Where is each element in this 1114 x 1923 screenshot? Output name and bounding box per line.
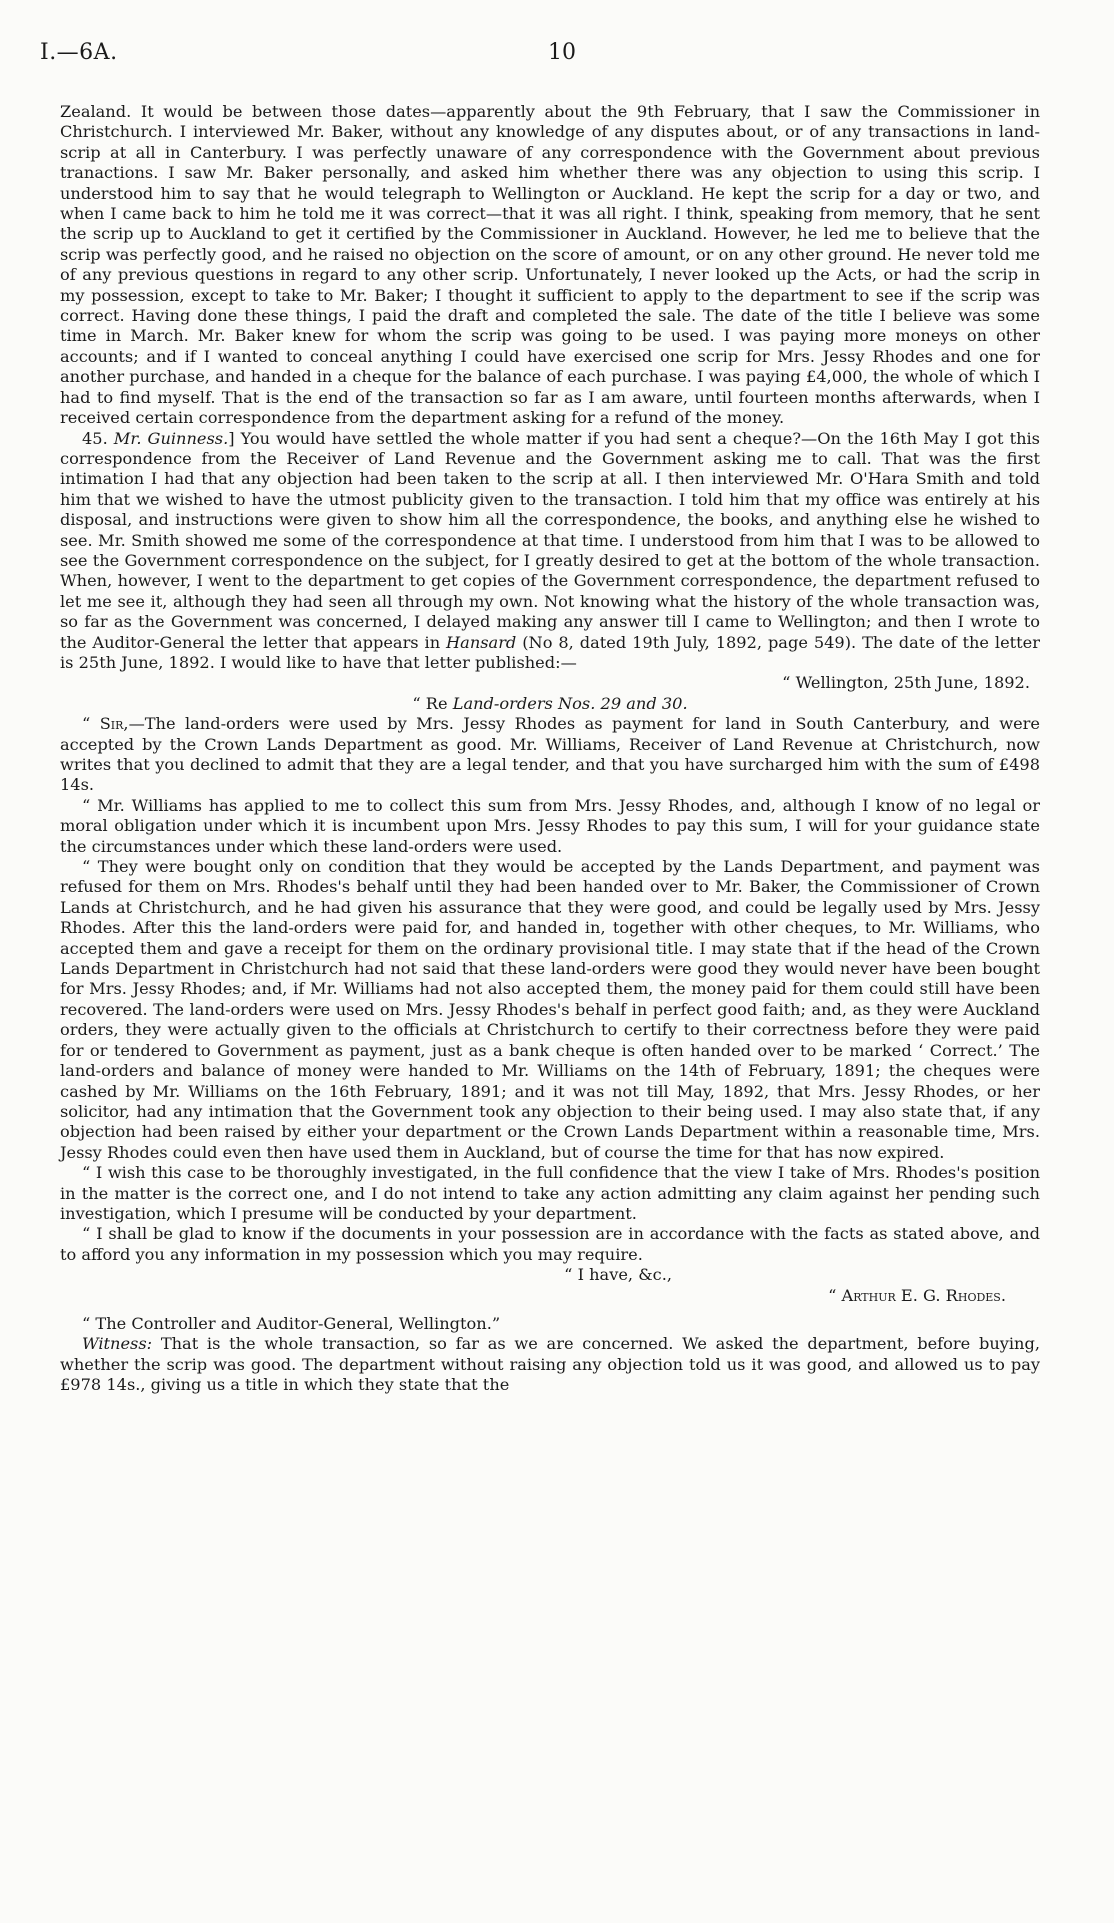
question-text: ] You would have settled the whole matter if you had sent a cheque?—On the 16th May I got this correspondence from the Receiver of Land Revenue and the Government asking me to call. That was the first intimation I had that any objection had been taken to the scrip at all. I then interviewed Mr. O'Hara Smith and told him that we wished to have the utmost publicity given to the transaction. I told him that my office was entirely at his disposal, and instructions were given to show him all the correspondence, the books, and anything else he wished to see. Mr. Smith showed me some of the correspondence at that time. I understood from him that I was to be allowed to see the Government correspondence on the subject, for I greatly desired to get at the bottom of the whole transaction. When, however, I went to the department to get copies of the Government correspondence, the department refused to let me see it, although they had seen all through my own. Not knowing what the history of the whole transaction was, so far as the Government was concerned, I delayed making any answer till I came to Wellington; and then I wrote to the Auditor-General the letter that appears in	[60, 428, 1040, 652]
question-speaker: Mr. Guinness.	[113, 428, 229, 448]
question-text-tail: (No 8, dated 19th July, 1892, page 549). The date of the letter is 25th June, 1892. I would like to have that letter published:—	[60, 632, 1040, 672]
letter-paragraph-5: “ I shall be glad to know if the documents in your possession are in accordance with the facts as stated above, and to afford you any information in my possession which you may require.	[60, 1224, 1040, 1264]
letter-signoff: “ I have, &c.,	[564, 1265, 672, 1285]
letter-heading	[60, 694, 1040, 714]
letter-heading-title: Land-orders Nos. 29 and 30.	[452, 693, 688, 713]
question-45	[60, 429, 1040, 674]
letter-paragraph-1-text: —The land-orders were used by Mrs. Jessy Rhodes as payment for land in South Canterbury, and were accepted by the Crown Lands Department as good. Mr. Williams, Receiver of Land Revenue at Christchurch, now writes that you declined to admit that they are a legal tender, and that you have surcharged him with the sum of £498 14s.	[60, 714, 1040, 795]
running-header	[40, 40, 1040, 72]
letter-paragraph-4: “ I wish this case to be thoroughly investigated, in the full confidence that the view I take of Mrs. Rhodes's position in the matter is the correct one, and I do not intend to take any action admitting any claim against her pending such investigation, which I presume will be conducted by your department.	[60, 1163, 1040, 1223]
paragraph-testimony-continued: Zealand. It would be between those dates—apparently about the 9th February, that I saw the Commissioner in Christchurch. I interviewed Mr. Baker, without any knowledge of any disputes about, or of any transactions in land-scrip at all in Canterbury. I was perfectly unaware of any correspondence with the Government about previous tranactions. I saw Mr. Baker personally, and asked him whether there was any objection to using this scrip. I understood him to say that he would telegraph to Wellington or Auckland. He kept the scrip for a day or two, and when I came back to him he told me it was correct—that it was all right. I think, speaking from memory, that he sent the scrip up to Auckland to get it certified by the Commissioner in Auckland. However, he led me to believe that the scrip was perfectly good, and he raised no objection on the score of amount, or on any other ground. He never told me of any previous questions in regard to any other scrip. Unfortunately, I never looked up the Acts, or had the scrip in my possession, except to take to Mr. Baker; I thought it sufficient to apply to the department to see if the scrip was correct. Having done these things, I paid the draft and completed the sale. The date of the title I believe was some time in March. Mr. Baker knew for whom the scrip was going to be used. I was paying more moneys on other accounts; and if I wanted to conceal anything I could have exercised one scrip for Mrs. Jessy Rhodes and one for another purchase, and handed in a cheque for the balance of each purchase. I was paying £4,000, the whole of which I had to find myself. That is the end of the transaction so far as I am aware, until fourteen months afterwards, when I received certain correspondence from the department asking for a refund of the money.	[60, 102, 1040, 428]
page-number: 10	[548, 40, 576, 65]
letter-paragraph-1	[60, 714, 1040, 796]
letter-heading-prefix: “ Re	[412, 693, 453, 713]
letter-addressee: “ The Controller and Auditor-General, Wellington.”	[82, 1313, 501, 1333]
letter-paragraph-2: “ Mr. Williams has applied to me to collect this sum from Mrs. Jessy Rhodes, and, although I know of no legal or moral obligation under which it is incumbent upon Mrs. Jessy Rhodes to pay this sum, I will for your guidance state the circumstances under which these land-orders were used.	[60, 795, 1040, 856]
letter-dateline: “ Wellington, 25th June, 1892.	[782, 673, 1030, 693]
letter-salutation: “ Sir,	[82, 714, 129, 734]
letter-signature: “ Arthur E. G. Rhodes.	[828, 1285, 1006, 1305]
witness-answer	[60, 1334, 1040, 1395]
page-body	[60, 102, 1040, 1396]
question-number: 45.	[82, 428, 108, 448]
witness-label: Witness:	[82, 1334, 153, 1354]
document-reference: I.—6A.	[40, 40, 118, 65]
hansard-reference: Hansard	[446, 632, 517, 652]
letter-paragraph-3: “ They were bought only on condition that they would be accepted by the Lands Department, and payment was refused for them on Mrs. Rhodes's behalf until they had been handed over to Mr. Baker, the Commissioner of Crown Lands at Christchurch, and he had given his assurance that they were good, and could be legally used by Mrs. Jessy Rhodes. After this the land-orders were paid for, and handed in, together with other cheques, to Mr. Williams, who accepted them and gave a receipt for them on the ordinary provisional title. I may state that if the head of the Crown Lands Department in Christchurch had not said that these land-orders were good they would never have been bought for Mrs. Jessy Rhodes; and, if Mr. Williams had not also accepted them, the money paid for them could still have been recovered. The land-orders were used on Mrs. Jessy Rhodes's behalf in perfect good faith; and, as they were Auckland orders, they were actually given to the officials at Christchurch to certify to their correctness before they were paid for or tendered to Government as payment, just as a bank cheque is often handed over to be marked ‘ Correct.’ The land-orders and balance of money were handed to Mr. Williams on the 14th of February, 1891; the cheques were cashed by Mr. Williams on the 16th February, 1891; and it was not till May, 1892, that Mrs. Jessy Rhodes, or her solicitor, had any intimation that the Government took any objection to their being used. I may also state that, if any objection had been raised by either your department or the Crown Lands Department within a reasonable time, Mrs. Jessy Rhodes could even then have used them in Auckland, but of course the time for that has now expired.	[60, 857, 1040, 1162]
witness-text: That is the whole transaction, so far as we are concerned. We asked the department, before buying, whether the scrip was good. The department without raising any objection told us it was good, and allowed us to pay £978 14s., giving us a title in which they state that the	[60, 1334, 1040, 1395]
